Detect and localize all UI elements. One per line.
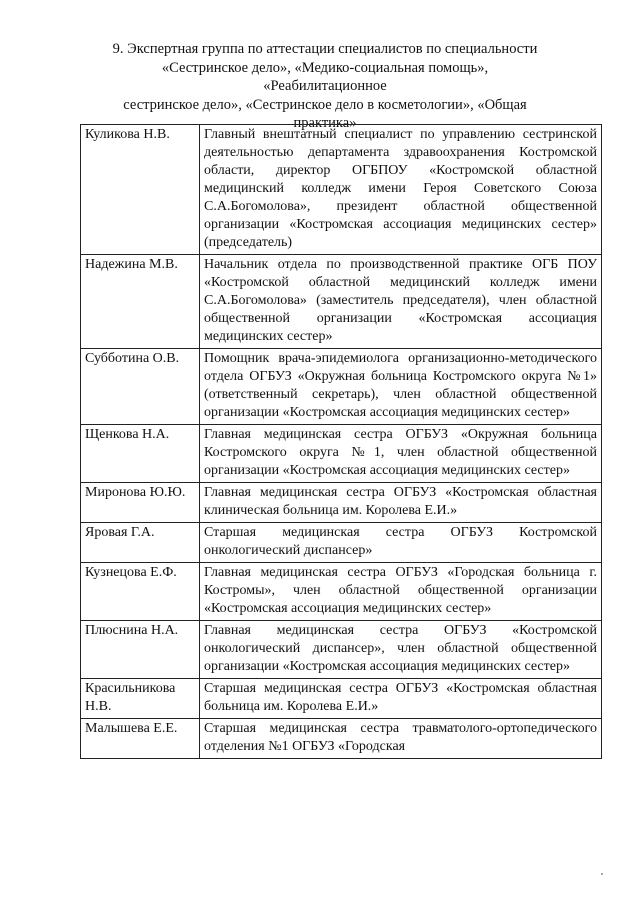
member-name: Миронова Ю.Ю. [81,483,200,523]
member-role: Главная медицинская сестра ОГБУЗ «Окружная больница Костромского округа №1, член областной общественной организации «Костромская ассоциация медицинских сестер» [200,425,602,483]
member-role: Начальник отдела по производственной практике ОГБ ПОУ «Костромской областной медицинский колледж имени С.А.Богомолова» (заместитель председателя), член областной общественной организации «Костромская ассоциация медицинских сестер» [200,255,602,349]
heading-line: практика» [293,115,357,131]
table-row [81,719,602,759]
heading-line: сестринское дело», «Сестринское дело в косметологии», «Общая [123,96,527,113]
table-row [81,255,602,349]
table-row [81,425,602,483]
section-heading [110,40,540,133]
member-name: Яровая Г.А. [81,523,200,563]
member-name: Малышева Е.Е. [81,719,200,759]
table-row [81,523,602,563]
member-role: Помощник врача-эпидемиолога организационно-методического отдела ОГБУЗ «Окружная больница Костромского округа №1» (ответственный секретарь), член областной общественной организации «Костромская ассоциация медицинских сестер» [200,349,602,425]
heading-line: 9. Экспертная группа по аттестации специалистов по специальности [112,41,538,57]
table-row [81,125,602,255]
member-name: Красильникова Н.В. [81,679,200,719]
member-role: Главная медицинская сестра ОГБУЗ «Костромская областная клиническая больница им. Королева Е.И.» [200,483,602,523]
member-role: Старшая медицинская сестра травматолого-ортопедического отделения №1 ОГБУЗ «Городская [200,719,602,759]
table-row [81,349,602,425]
member-role: Главный внештатный специалист по управлению сестринской деятельностью департамента здравоохранения Костромской области, директор ОГБПОУ «Костромской областной медицинский колледж имени Героя Советского Союза С.А.Богомолова», президент областной общественной организации «Костромская ассоциация медицинских сестер» (председатель) [200,125,602,255]
table-row [81,563,602,621]
member-name: Куликова Н.В. [81,125,200,255]
member-role: Старшая медицинская сестра ОГБУЗ Костромской онкологический диспансер» [200,523,602,563]
member-name: Плюснина Н.А. [81,621,200,679]
member-name: Надежина М.В. [81,255,200,349]
member-role: Главная медицинская сестра ОГБУЗ «Костромской онкологический диспансер», член областной общественной организации «Костромская ассоциация медицинских сестер» [200,621,602,679]
table-row [81,483,602,523]
member-role: Главная медицинская сестра ОГБУЗ «Городская больница г. Костромы», член областной общественной организации «Костромская ассоциация медицинских сестер» [200,563,602,621]
heading-line: «Сестринское дело», «Медико-социальная помощь», «Реабилитационное [161,59,489,94]
member-name: Субботина О.В. [81,349,200,425]
member-name: Щенкова Н.А. [81,425,200,483]
table-row [81,621,602,679]
member-role: Старшая медицинская сестра ОГБУЗ «Костромская областная больница им. Королева Е.И.» [200,679,602,719]
table-row [81,679,602,719]
scan-speck [601,873,603,875]
member-name: Кузнецова Е.Ф. [81,563,200,621]
members-table [80,124,602,759]
